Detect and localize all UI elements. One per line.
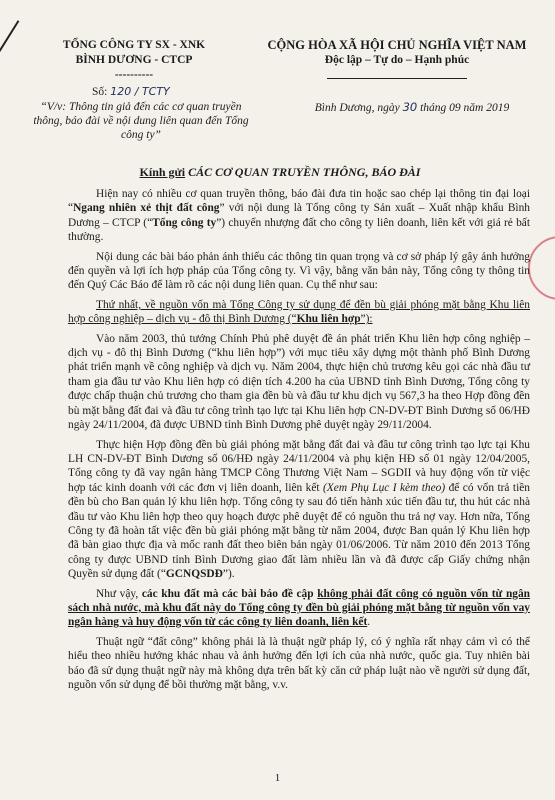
- org-dash: ----------: [114, 69, 154, 81]
- paragraph-6: Thuật ngữ “đất công” không phải là là thuật ngữ pháp lý, có ý nghĩa rất nhạy cảm vì có thể hiểu theo nhiều hướng khác nhau và ảnh hưởng đến lợi ích của nhà nước, quốc gia. Tuy nhiên bài báo đã sử dụng thuật ngữ này mà không dựa trên bất kỳ căn cứ pháp luật nào về người sử dụng đất, nguồn vốn sử dụng để bồi thường mặt bằng, v.v.: [68, 635, 530, 691]
- paragraph-1: [68, 187, 530, 245]
- paragraph-2: Nội dung các bài báo phản ánh thiếu các thông tin quan trọng và cơ sở pháp lý gây ảnh hưởng đến quyền và lợi ích hợp pháp của Tổng công ty. Vì vậy, bằng văn bản này, Tổng công ty thông tin đến Quý Các Báo để làm rõ các nội dung liên quan. Cụ thể như sau:: [68, 250, 530, 292]
- p4-text-b: để có vốn trả tiền đền bù cho Ban quản lý khu liên hợp. Tổng công ty sau đó tiến hành xúc tiến đầu tư, thu hút các nhà đầu tư vào Khu liên hợp theo quy hoạch được phê duyệt để có nguồn thu trả nợ vay. Hơn nữa, Tổng Công ty đã hoàn tất việc đền bù giải phóng mặt bằng từ năm 2004, được Ban quản lý Khu liên hợp đã bàn giao thực địa và mốc ranh đất theo biên bản ngày 01/06/2006. Từ năm 2010 đến 2013 Tổng công ty được UBND tỉnh Bình Dương giao đất làm nhiều lần và đã được cấp Giấy chứng nhận Quyền sử dụng đất (“: [68, 481, 530, 581]
- nation-motto: Độc lập – Tự do – Hạnh phúc: [324, 54, 470, 66]
- p5-text-c: .: [367, 616, 371, 629]
- stamp-seal: [528, 236, 555, 300]
- s1-bold: Khu liên hợp: [296, 313, 361, 326]
- paragraph-5: [68, 587, 530, 630]
- org-name-line2: BÌNH DƯƠNG - CTCP: [75, 54, 193, 66]
- document-number: [92, 85, 170, 98]
- page-number: 1: [274, 772, 281, 784]
- national-header: [252, 38, 542, 83]
- org-name-line1: TỔNG CÔNG TY SX - XNK: [62, 39, 206, 51]
- p1-bold-1: Ngang nhiên xẻ thịt đất công: [73, 202, 220, 215]
- recipient-line: [30, 165, 530, 180]
- date-prefix: Bình Dương, ngày: [314, 102, 400, 114]
- section-heading-1: [68, 298, 530, 327]
- p5-text-a: Như vậy,: [96, 587, 142, 600]
- paragraph-4: [68, 438, 530, 582]
- paragraph-3: Vào năm 2003, thủ tướng Chính Phủ phê duyệt đề án phát triển Khu liên hợp công nghiệp – dịch vụ - đô thị Bình Dương (“khu liên hợp”) với mục tiêu xây dựng một thành phố Bình Dương phát triển mạnh về công nghiệp và dịch vụ. Năm 2004, thực hiện chủ trương kêu gọi các nhà đầu tư tham gia đầu tư vào Khu liên hợp có diện tích 4.200 ha của UBND tỉnh Bình Dương, Tổng công ty được chấp thuận chủ trương cho tham gia đền bù và đầu tư khu dịch vụ 567,3 ha theo Hợp đồng đền bù mặt bằng đất đai và đầu tư công trình tạo lực tại Khu liên hợp CN-DV-ĐT Bình Dương số 06/HĐ ngày 24/11/2004, đã được UBND tỉnh Bình Dương phê duyệt ngày 29/11/2004.: [68, 332, 530, 432]
- date-day: 30: [402, 100, 418, 114]
- s1-text-b: ”):: [360, 313, 373, 326]
- document-subject: “V/v: Thông tin giả đến các cơ quan truyền thông, báo đài về nội dung liên quan đến Tổng công ty”: [33, 101, 249, 141]
- number-label: Số:: [92, 86, 108, 98]
- p4-italic: (Xem Phụ Lục I kèm theo): [323, 481, 446, 494]
- org-header: [34, 38, 234, 83]
- pen-mark: [0, 20, 19, 52]
- s1-text-a: Thứ nhất, về nguồn vốn mà Tổng Công ty sử dụng để đền bù giải phóng mặt bằng Khu liên hợp công nghiệp – dịch vụ - đô thị Bình Dương (“: [68, 298, 530, 326]
- p1-text-b: ” với nội dung là Tổng công ty Sản xuất – Xuất nhập khẩu Bình Dương – CTCP (“: [68, 202, 530, 229]
- p4-text-c: ”).: [222, 568, 235, 581]
- p5-bold-underline: không phải đất công có nguồn vốn từ ngân sách nhà nước, mà khu đất này do Tổng công ty đền bù giải phóng mặt bằng từ nguồn vốn vay ngân hàng và huy động vốn từ các công ty liên doanh, liên kết: [68, 587, 531, 629]
- number-value: 120 / TCTY: [110, 85, 170, 98]
- p4-text-a: Thực hiện Hợp đồng đền bù giải phóng mặt bằng đất đai và đầu tư công trình tạo lực tại Khu LH CN-DV-ĐT Bình Dương số 06/HĐ ngày 24/11/2004 và phụ kiện HĐ số 01 ngày 12/04/2005, Tổng công ty đã vay ngân hàng TMCP Công Thương Việt Nam – SGDII và huy động vốn từ việc hợp tác kinh doanh với các đơn vị liên doanh, liên kết: [68, 438, 530, 494]
- date-line: [292, 100, 532, 114]
- p1-text-c: ”) chuyển nhượng đất cho công ty liên doanh, liên kết với giá rẻ bất thường.: [68, 216, 531, 244]
- nation-title: CỘNG HÒA XÃ HỘI CHỦ NGHĨA VIỆT NAM: [267, 38, 527, 52]
- motto-underline: [327, 78, 467, 79]
- recipient-value: CÁC CƠ QUAN TRUYỀN THÔNG, BÁO ĐÀI: [188, 165, 421, 179]
- p4-bold: GCNQSDĐ: [165, 568, 223, 581]
- p5-bold: các khu đất mà các bài báo đề cập: [141, 587, 318, 600]
- date-suffix: tháng 09 năm 2019: [420, 102, 510, 114]
- p1-bold-2: Tổng công ty: [152, 216, 217, 229]
- recipient-label: Kính gửi: [139, 165, 186, 179]
- p1-text-a: Hiện nay có nhiều cơ quan truyền thông, báo đài đưa tin hoặc sao chép lại thông tin đại loại “: [68, 188, 530, 215]
- letter-body: [68, 187, 530, 697]
